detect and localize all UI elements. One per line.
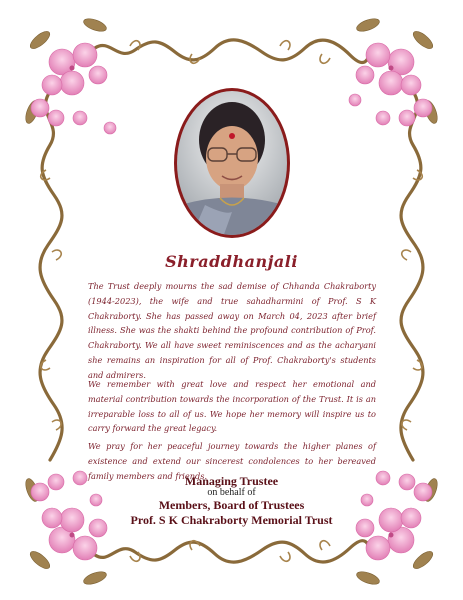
portrait-photo (168, 88, 296, 240)
tribute-paragraph-1: The Trust deeply mourns the sad demise of Chhanda Chakraborty (1944-2023), the wife and true sahadharmini of Prof. S K Chakraborty. She has passed away on March 04, 2023 after brief illness. She was the shakti behind the profound contribution of Prof. Chakraborty. We all have sweet reminiscences and as the acharyani she remains an inspiration for all of Prof. Chakraborty's students and admirers. (88, 281, 376, 380)
signature-line-1: Managing Trustee (184, 474, 279, 488)
signature-line-2: on behalf of (207, 487, 256, 498)
tribute-paragraph-3: We pray for her peaceful journey towards the higher planes of existence and extend our sincerest condolences to her bereaved family members and friends. (88, 441, 376, 481)
floral-corner-top-left (31, 43, 116, 134)
signature-line-3: Members, Board of Trustees (158, 498, 305, 512)
tribute-paragraph-2: We remember with great love and respect her emotional and material contribution towards the incorporation of the Trust. It is an irreparable loss to all of us. We hope her memory will inspire us to carry forward the great legacy. (88, 379, 376, 434)
signature-line-4: Prof. S K Chakraborty Memorial Trust (130, 513, 333, 527)
tribute-title: Shraddhanjali (165, 252, 298, 271)
floral-corner-top-right (349, 43, 432, 126)
